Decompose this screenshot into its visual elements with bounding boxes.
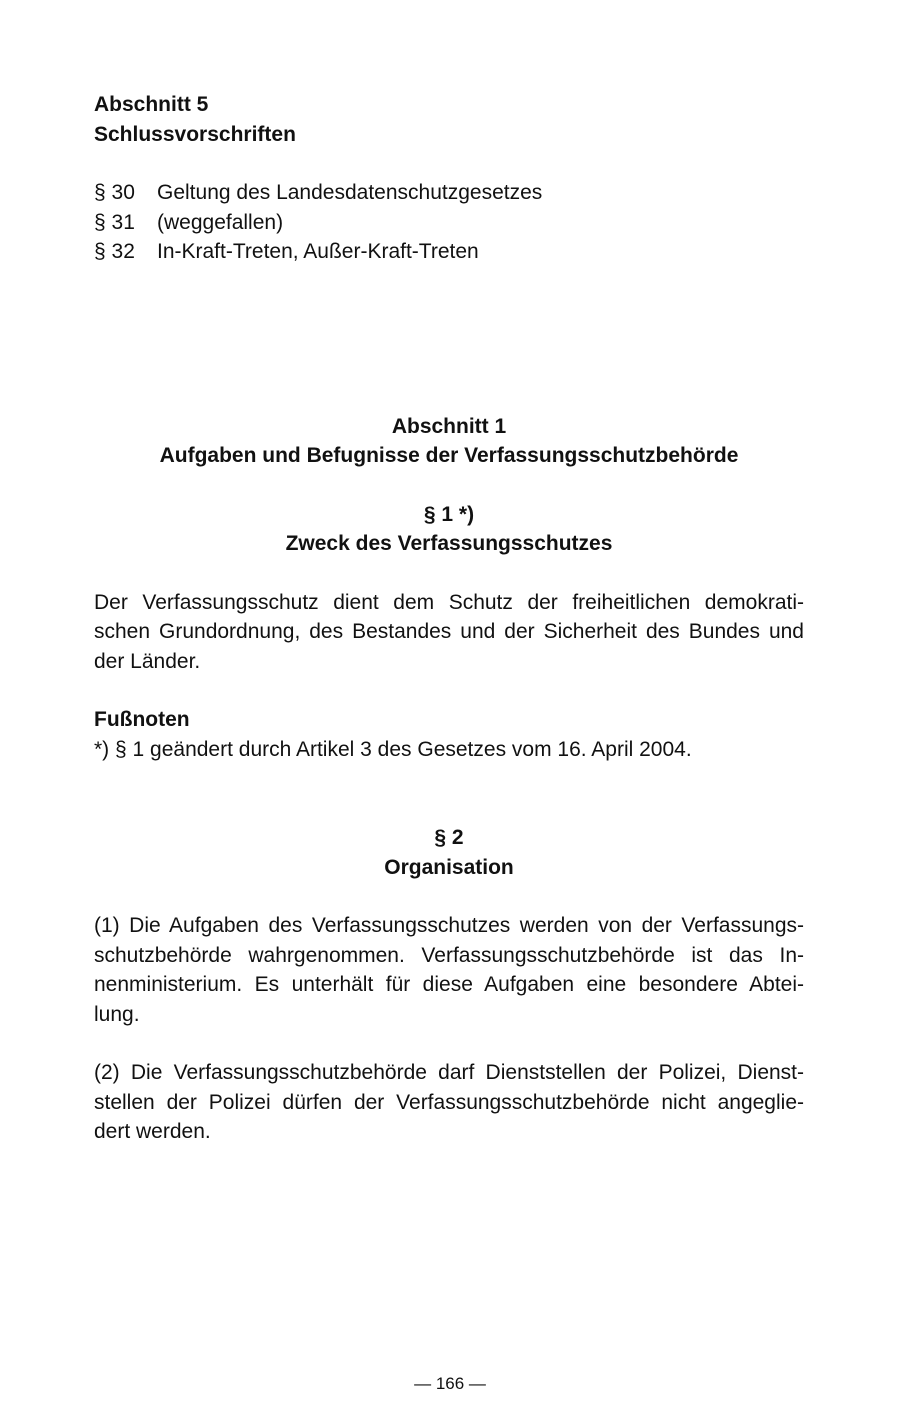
toc-list — [94, 178, 804, 267]
text-line: nenministerium. Es unterhält für diese Aufgaben eine besondere Abtei- — [94, 973, 804, 996]
paragraph-2-absatz-1 — [94, 911, 804, 1029]
toc-item-number: § 30 — [94, 181, 135, 204]
text-line: dert werden. — [94, 1120, 211, 1143]
footnote-label: Fußnoten — [94, 708, 190, 731]
text-line: lung. — [94, 1002, 140, 1026]
page-number: — 166 — — [414, 1374, 486, 1393]
toc-item-number: § 32 — [94, 240, 135, 263]
toc-section-5 — [94, 90, 804, 267]
toc-item — [94, 178, 804, 208]
paragraph-title: Organisation — [384, 855, 514, 879]
toc-item — [94, 237, 804, 267]
text-line: (2) Die Verfassungsschutzbehörde darf Dienststellen der Polizei, Dienst- — [94, 1061, 804, 1084]
text-line: der Länder. — [94, 649, 201, 673]
paragraph-1-heading — [94, 500, 804, 559]
toc-item-number: § 31 — [94, 210, 135, 234]
paragraph-title: Zweck des Verfassungsschutzes — [285, 532, 613, 555]
text-line: stellen der Polizei dürfen der Verfassungsschutzbehörde nicht angeglie- — [94, 1090, 804, 1114]
paragraph-2-absatz-2 — [94, 1058, 804, 1147]
toc-section-label: Abschnitt 5 — [94, 93, 209, 116]
toc-section-title: Schlussvorschriften — [94, 122, 296, 146]
toc-item-title: In-Kraft-Treten, Außer-Kraft-Treten — [157, 240, 479, 263]
toc-item-title: (weggefallen) — [157, 210, 284, 234]
text-line: Der Verfassungsschutz dient dem Schutz der freiheitlichen demokrati- — [94, 590, 804, 614]
toc-item — [94, 208, 804, 238]
text-line: schen Grundordnung, des Bestandes und der Sicherheit des Bundes und — [94, 620, 804, 643]
paragraph-1-text — [94, 588, 804, 677]
paragraph-number: § 2 — [434, 826, 464, 849]
abschnitt-title: Aufgaben und Befugnisse der Verfassungsschutzbehörde — [159, 444, 739, 467]
document-page — [94, 90, 804, 1147]
abschnitt-1-heading — [94, 412, 804, 471]
abschnitt-label: Abschnitt 1 — [391, 414, 507, 438]
text-line: (1) Die Aufgaben des Verfassungsschutzes werden von der Verfassungs- — [94, 914, 804, 937]
toc-item-title: Geltung des Landesdatenschutzgesetzes — [157, 181, 543, 204]
paragraph-2-heading — [94, 823, 804, 882]
paragraph-number: § 1 *) — [423, 502, 475, 526]
text-line: schutzbehörde wahrgenommen. Verfassungsschutzbehörde ist das In- — [94, 943, 804, 967]
footnote-text: *) § 1 geändert durch Artikel 3 des Gesetzes vom 16. April 2004. — [94, 737, 692, 761]
